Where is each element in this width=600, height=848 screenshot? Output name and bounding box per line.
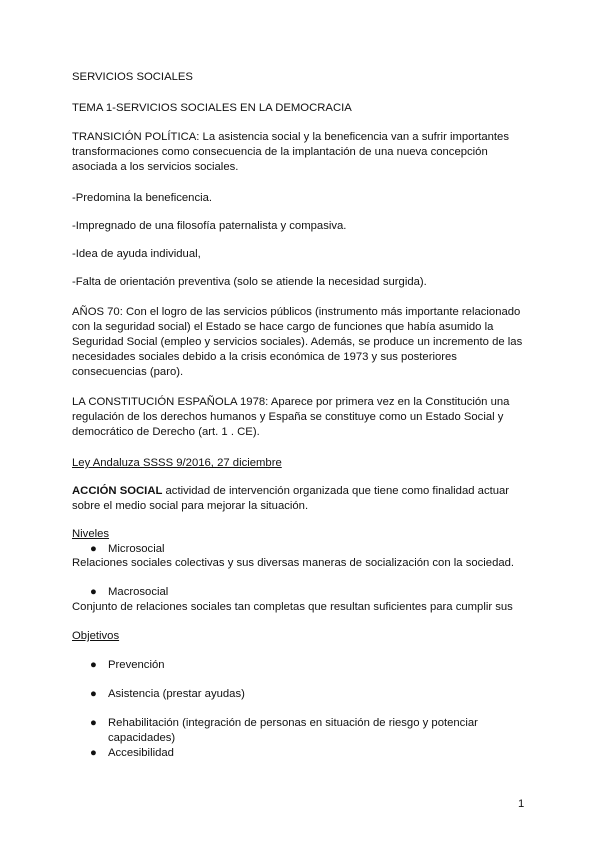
objetivos-heading: Objetivos <box>72 630 120 642</box>
bullet-icon: ● <box>90 688 97 700</box>
point-line: -Predomina la beneficencia. <box>72 192 213 204</box>
page-number: 1 <box>518 798 525 810</box>
microsocial-description: Relaciones sociales colectivas y sus diversas maneras de socialización con la sociedad. <box>72 557 515 569</box>
paragraph-transicion: TRANSICIÓN POLÍTICA: La asistencia social y la beneficencia van a sufrir importantes transformaciones como consecuencia de la implantación de una nueva concepción asociada a los servicios sociales. <box>72 131 509 173</box>
macrosocial-description: Conjunto de relaciones sociales tan completas que resultan suficientes para cumplir sus <box>72 601 513 613</box>
document-header: SERVICIOS SOCIALES <box>72 71 193 83</box>
objetivo-item: Asistencia (prestar ayudas) <box>108 688 245 700</box>
nivel-macrosocial: Macrosocial <box>108 586 169 598</box>
paragraph-constitucion: LA CONSTITUCIÓN ESPAÑOLA 1978: Aparece por primera vez en la Constitución una regulación de los derechos humanos y España se constituye como un Estado Social y democrático de Derecho (art. 1 . CE). <box>72 396 510 438</box>
paragraph-anos70: AÑOS 70: Con el logro de las servicios públicos (instrumento más importante relacionado con la seguridad social) el Estado se hace cargo de funciones que había asumido la Seguridad Social (empleo y servicios sociales). Además, se produce un incremento de las necesidades sociales debido a la crisis económica de 1973 y sus posteriores consecuencias (paro). <box>72 306 523 378</box>
point-line: -Idea de ayuda individual, <box>72 248 201 260</box>
bullet-icon: ● <box>90 543 97 555</box>
bullet-icon: ● <box>90 717 97 729</box>
paragraph-accion-social <box>72 484 534 514</box>
law-reference: Ley Andaluza SSSS 9/2016, 27 diciembre <box>72 457 282 469</box>
accion-social-label: ACCIÓN SOCIAL <box>72 485 163 497</box>
point-line: -Impregnado de una filosofía paternalista y compasiva. <box>72 220 347 232</box>
accion-social-text: actividad de intervención organizada que tiene como finalidad actuar sobre el medio social para mejorar la situación. <box>72 485 510 512</box>
objetivo-item: Rehabilitación (integración de personas en situación de riesgo y potenciar capacidades) <box>108 717 478 744</box>
objetivo-item: Prevención <box>108 659 165 671</box>
topic-title: TEMA 1-SERVICIOS SOCIALES EN LA DEMOCRACIA <box>72 102 352 114</box>
bullet-icon: ● <box>90 586 97 598</box>
bullet-icon: ● <box>90 659 97 671</box>
bullet-icon: ● <box>90 747 97 759</box>
nivel-microsocial: Microsocial <box>108 543 165 555</box>
niveles-heading: Niveles <box>72 528 110 540</box>
point-line: -Falta de orientación preventiva (solo se atiende la necesidad surgida). <box>72 276 427 288</box>
objetivo-item: Accesibilidad <box>108 747 174 759</box>
